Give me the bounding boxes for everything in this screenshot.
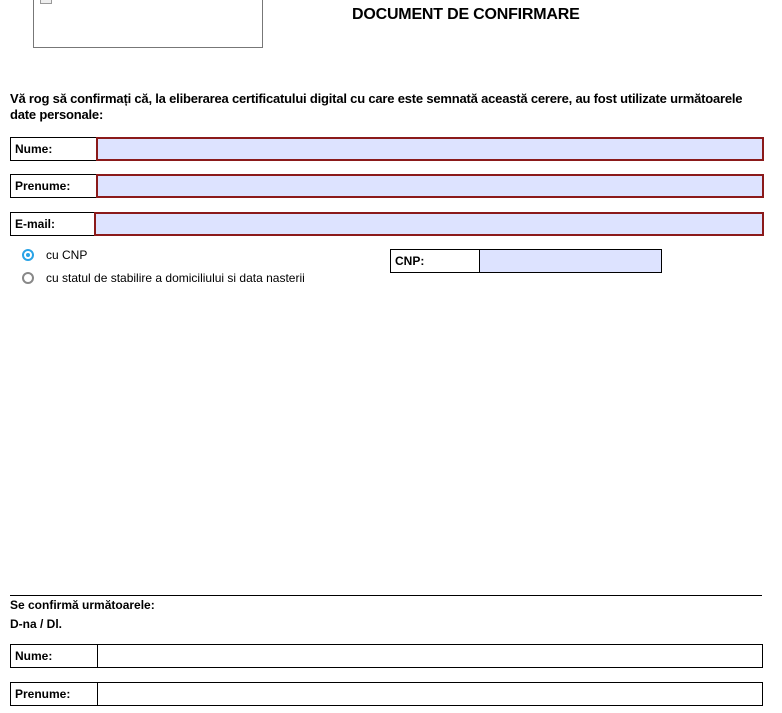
- field-row-email: [10, 212, 764, 236]
- confirmed-prenume-row: [10, 682, 763, 706]
- field-row-nume: [10, 137, 764, 161]
- field-label-nume: Nume:: [10, 137, 98, 161]
- nume-input[interactable]: [96, 137, 764, 161]
- field-label-email: E-mail:: [10, 212, 96, 236]
- field-row-prenume: [10, 174, 764, 198]
- confirmed-prenume-value: [98, 683, 762, 705]
- radio-option-domicile[interactable]: [22, 271, 305, 285]
- field-label-prenume: Prenume:: [10, 174, 98, 198]
- confirmed-nume-value: [98, 645, 762, 667]
- intro-paragraph: Vă rog să confirmați că, la eliberarea certificatului digital cu care este semnată această cerere, au fost utilizate următoarele date personale:: [10, 91, 743, 122]
- cnp-label: CNP:: [391, 250, 480, 272]
- document-title: DOCUMENT DE CONFIRMARE: [352, 6, 580, 23]
- email-input[interactable]: [94, 212, 764, 236]
- confirmed-nume-label: Nume:: [11, 645, 98, 667]
- confirmed-prenume-label: Prenume:: [11, 683, 98, 705]
- radio-label-cnp: cu CNP: [46, 248, 88, 262]
- confirmed-nume-row: [10, 644, 763, 668]
- image-icon: [40, 0, 52, 4]
- radio-label-domicile: cu statul de stabilire a domiciliului si data nasterii: [46, 271, 305, 285]
- radio-selected-icon[interactable]: [22, 249, 34, 261]
- cnp-field: [390, 249, 662, 273]
- radio-unselected-icon[interactable]: [22, 272, 34, 284]
- prenume-input[interactable]: [96, 174, 764, 198]
- section-divider: [10, 595, 762, 596]
- radio-option-cnp[interactable]: [22, 248, 87, 262]
- salutation-label: D-na / Dl.: [10, 617, 63, 631]
- cnp-input[interactable]: [480, 250, 661, 272]
- confirmation-heading: Se confirmă următoarele:: [10, 598, 155, 612]
- logo-placeholder: [33, 0, 263, 48]
